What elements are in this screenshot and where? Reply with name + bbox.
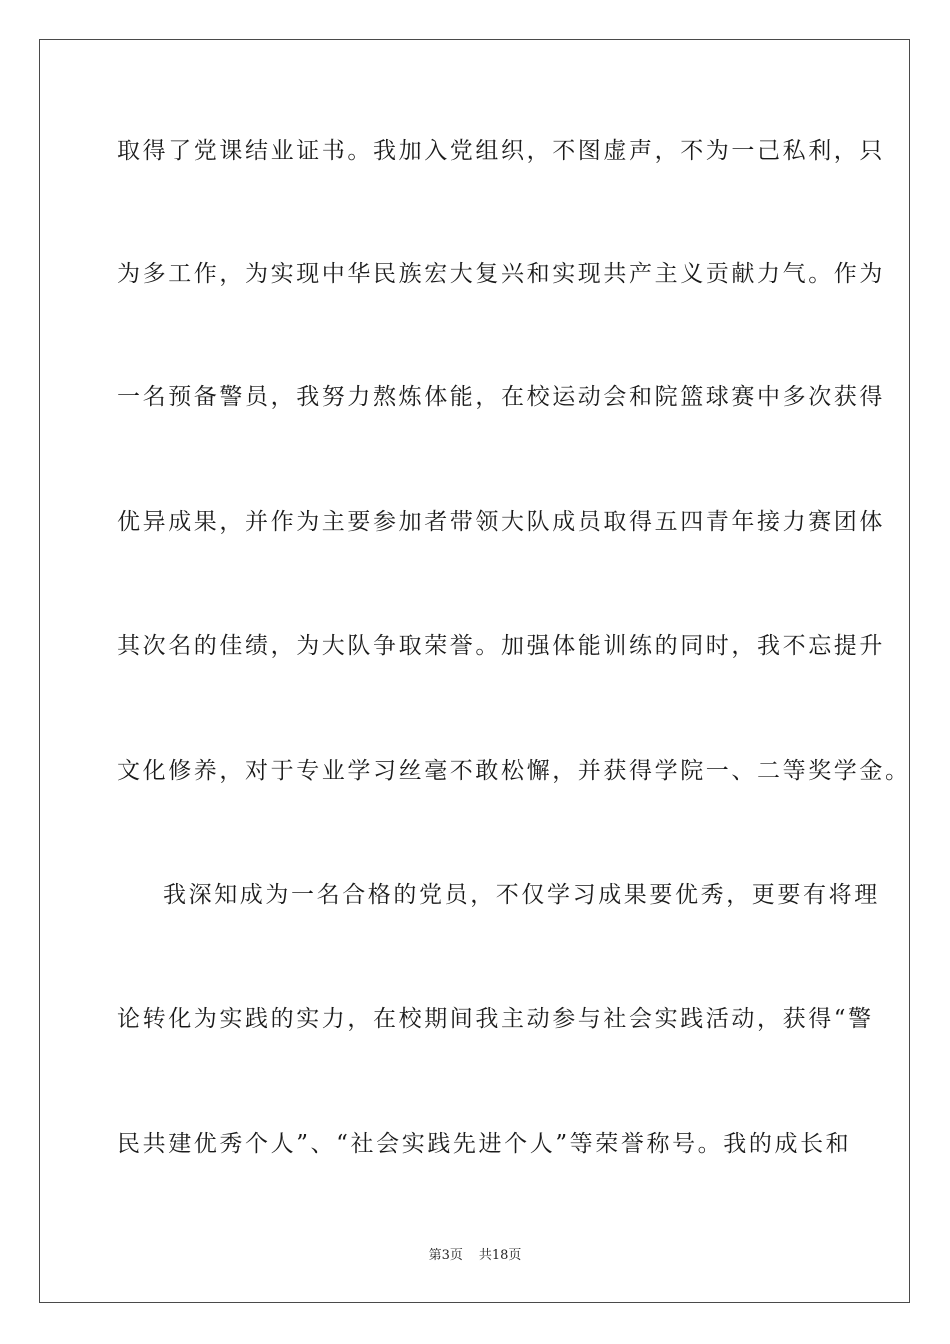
body-text-line: 其次名的佳绩，为大队争取荣誉。加强体能训练的同时，我不忘提升 <box>117 633 885 659</box>
body-text-line: 民共建优秀个人”、“社会实践先进个人”等荣誉称号。我的成长和 <box>117 1131 852 1157</box>
page-number-total: 共18页 <box>478 1248 522 1263</box>
body-text-line: 为多工作，为实现中华民族宏大复兴和实现共产主义贡献力气。作为 <box>117 261 885 287</box>
page-number-current: 第3页 <box>428 1248 463 1263</box>
paragraph-first-line: 我深知成为一名合格的党员，不仅学习成果要优秀，更要有将理 <box>163 882 880 908</box>
page-border <box>39 39 910 1303</box>
body-text-line: 优异成果，并作为主要参加者带领大队成员取得五四青年接力赛团体 <box>117 509 885 535</box>
body-text-line: 文化修养，对于专业学习丝毫不敢松懈，并获得学院一、二等奖学金。 <box>117 758 911 784</box>
body-text-line: 一名预备警员，我努力熬炼体能，在校运动会和院篮球赛中多次获得 <box>117 384 885 410</box>
page-footer <box>0 1247 950 1265</box>
body-text-line: 论转化为实践的实力，在校期间我主动参与社会实践活动，获得“警 <box>117 1006 874 1032</box>
body-text-line: 取得了党课结业证书。我加入党组织，不图虚声，不为一己私利，只 <box>117 138 885 164</box>
